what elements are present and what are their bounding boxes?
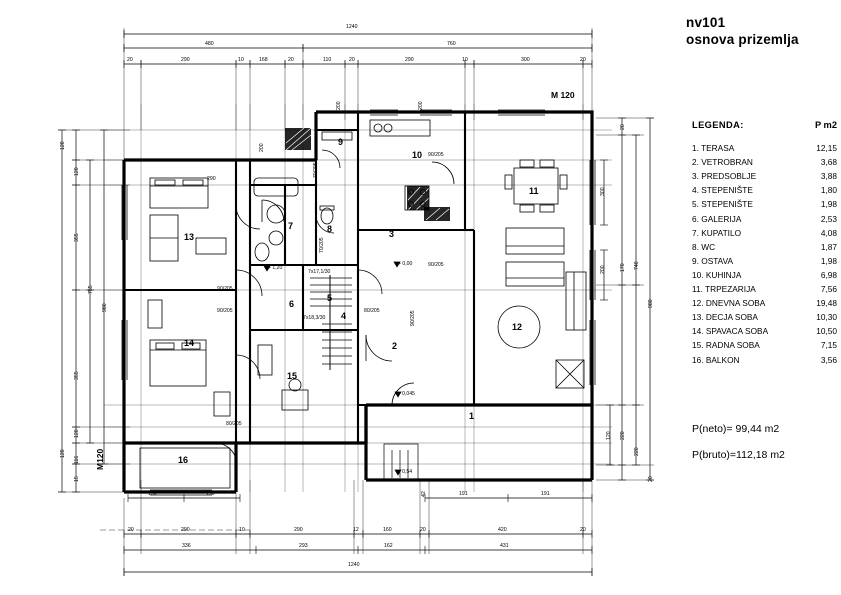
legend-panel (692, 118, 837, 367)
legend-item-name: KUHINJA (705, 269, 742, 280)
dim-bottom-small: 42 (421, 491, 427, 497)
dim-top-seg: 300 (521, 57, 530, 63)
dim-top-seg: 10 (462, 57, 468, 63)
area-neto: P(neto)= 99,44 m2 (692, 423, 780, 435)
dim-right-seg: 170 (620, 263, 626, 272)
dim-right-seg: 20 (648, 476, 654, 482)
legend-item (692, 353, 837, 367)
legend-item-area: 2,53 (820, 213, 837, 224)
dim-right-seg: 980 (648, 299, 654, 308)
dim-inner-seg: 200 (259, 143, 265, 152)
dim-inner-seg: 300 (600, 187, 606, 196)
legend-item-number: 6. (692, 213, 699, 224)
dim-inner-seg: 120 (606, 431, 612, 440)
dim-bottom-small: 191 (541, 491, 550, 497)
dim-bottom-small: 150 (148, 491, 157, 497)
dim-bottom-seg: 10 (239, 527, 245, 533)
dim-top-seg: 10 (238, 57, 244, 63)
door-size-label: 70/205 (319, 237, 325, 253)
legend-item-number: 14. (692, 326, 704, 337)
door-size-label: 90/205 (410, 310, 416, 326)
legend-item-area: 12,15 (816, 143, 837, 154)
legend-item-number: 2. (692, 157, 699, 168)
dim-top-seg: 20 (580, 57, 586, 63)
legend-item (692, 268, 837, 282)
dim-inner-seg: 200 (418, 101, 424, 110)
room-number-2: 2 (392, 341, 398, 351)
legend-area-heading: P m2 (814, 120, 837, 130)
dim-bottom-seg: 160 (383, 527, 392, 533)
scale-label-bottom: M120 (95, 448, 105, 470)
dim-bottom-seg: 290 (181, 527, 190, 533)
legend-item-area: 1,87 (820, 241, 837, 252)
legend-item-name: VETROBRAN (701, 157, 753, 168)
legend-item-area: 1,98 (820, 255, 837, 266)
legend-item-area: 7,15 (820, 340, 837, 351)
room-number-7: 7 (288, 221, 294, 231)
legend-item-number: 15. (692, 340, 704, 351)
dim-bottom-seg: 20 (420, 527, 426, 533)
room-number-10: 10 (412, 150, 423, 160)
dim-bottom2-seg: 336 (182, 543, 191, 549)
legend-item-area: 1,98 (820, 199, 837, 210)
room-number-13: 13 (184, 232, 195, 242)
legend-item-name: RADNA SOBA (705, 340, 760, 351)
dim-top-seg: 20 (127, 57, 133, 63)
legend-item-number: 9. (692, 255, 699, 266)
stair-spec-upper: 7x17,1/30 (308, 269, 331, 275)
door-size-label: 90/205 (428, 152, 444, 158)
room-number-8: 8 (327, 224, 333, 234)
legend-item-name: DECJA SOBA (705, 312, 758, 323)
legend-item-area: 1,80 (820, 185, 837, 196)
drawing-title-line2: osnova prizemlja (686, 32, 799, 47)
dim-top-480: 480 (205, 41, 214, 47)
dim-right-seg: 740 (634, 261, 640, 270)
dim-inner-seg: 200 (336, 101, 342, 110)
level-mark-000: + 0,00 (398, 261, 413, 267)
dim-left-seg: 355 (74, 233, 80, 242)
legend-item-area: 3,88 (820, 171, 837, 182)
legend-item (692, 296, 837, 310)
room-number-3: 3 (389, 229, 395, 239)
dim-left-seg: 120 (74, 167, 80, 176)
dim-bottom-seg: 12 (353, 527, 359, 533)
legend-item (692, 324, 837, 338)
legend-item-name: PREDSOBLJE (701, 171, 757, 182)
dim-left-seg: 15 (74, 476, 80, 482)
dim-top-seg: 290 (181, 57, 190, 63)
legend-item (692, 282, 837, 296)
dim-bottom-seg: 290 (294, 527, 303, 533)
legend-item (692, 226, 837, 240)
level-mark-0045: - 0,045 (399, 391, 415, 397)
legend-item (692, 155, 837, 169)
dim-left-seg: 120 (60, 141, 66, 150)
legend-item-name: TRPEZARIJA (705, 284, 756, 295)
legend-item (692, 212, 837, 226)
door-size-label: 90/205 (428, 262, 444, 268)
drawing-title-line1: nv101 (686, 15, 726, 30)
legend-item-number: 10. (692, 269, 704, 280)
dim-left-seg: 120 (60, 449, 66, 458)
legend-item-number: 8. (692, 241, 699, 252)
legend-item (692, 197, 837, 211)
room-number-16: 16 (178, 455, 189, 465)
legend-item-area: 19,48 (816, 298, 837, 309)
legend-item-name: STEPENIŠTE (701, 199, 753, 210)
dim-left-seg: 980 (102, 303, 108, 312)
drawing-title-block (686, 14, 836, 48)
legend-item (692, 338, 837, 352)
door-size-label: 90/205 (217, 308, 233, 314)
dim-bottom2-seg: 162 (384, 543, 393, 549)
legend-item-number: 16. (692, 354, 704, 365)
legend-item-name: WC (701, 241, 716, 252)
legend-item-name: SPAVACA SOBA (705, 326, 769, 337)
dim-left-seg: 116 (74, 455, 80, 464)
legend-item-area: 4,08 (820, 227, 837, 238)
room-number-5: 5 (327, 293, 333, 303)
dim-top-seg: 20 (349, 57, 355, 63)
legend-item-area: 3,68 (820, 157, 837, 168)
legend-item (692, 240, 837, 254)
dim-bottom-seg: 20 (580, 527, 586, 533)
room-number-6: 6 (289, 299, 295, 309)
dim-left-seg: 355 (74, 371, 80, 380)
legend-item-name: TERASA (701, 143, 735, 154)
dim-top-seg: 168 (259, 57, 268, 63)
legend-item-number: 3. (692, 171, 699, 182)
legend-item-area: 10,30 (816, 312, 837, 323)
stair-spec-lower: 7x18,3/30 (303, 315, 326, 321)
room-number-1: 1 (469, 411, 475, 421)
dim-right-seg: 220 (620, 431, 626, 440)
legend-item-area: 3,56 (820, 354, 837, 365)
dim-bottom-total: 1240 (348, 562, 360, 568)
dim-left-seg: 755 (88, 285, 94, 294)
legend-item-name: DNEVNA SOBA (705, 298, 766, 309)
level-mark-120: + 1,20 (268, 265, 283, 271)
door-size-label: 70/205 (313, 162, 319, 178)
dim-right-seg: 220 (634, 447, 640, 456)
dim-top-total: 1240 (346, 24, 358, 30)
dim-bottom-seg: 20 (128, 527, 134, 533)
area-totals (692, 416, 785, 468)
legend-item (692, 310, 837, 324)
dim-inner-seg: 290 (207, 176, 216, 182)
legend-item (692, 254, 837, 268)
scale-label-top: M 120 (551, 90, 575, 100)
dim-inner-seg: 200 (600, 265, 606, 274)
room-number-14: 14 (184, 338, 195, 348)
dim-bottom-small: 191 (459, 491, 468, 497)
dim-bottom2-seg: 431 (500, 543, 509, 549)
legend-header (692, 118, 837, 132)
room-number-4: 4 (341, 311, 347, 321)
legend-item (692, 169, 837, 183)
legend-item-area: 10,50 (816, 326, 837, 337)
legend-item-number: 5. (692, 199, 699, 210)
dim-top-seg: 290 (405, 57, 414, 63)
dim-top-seg: 20 (288, 57, 294, 63)
level-mark-054: - 0,54 (399, 469, 413, 475)
dim-left-seg: 120 (74, 429, 80, 438)
area-bruto: P(bruto)=112,18 m2 (692, 449, 785, 461)
room-number-11: 11 (529, 186, 539, 196)
legend-heading: LEGENDA: (692, 120, 744, 130)
dim-right-seg: 20 (620, 124, 626, 130)
legend-item-area: 6,98 (820, 269, 837, 280)
legend-item-name: BALKON (705, 354, 740, 365)
legend-item-area: 7,56 (820, 284, 837, 295)
dim-bottom-small: 150 (206, 491, 215, 497)
legend-item-name: GALERIJA (701, 213, 742, 224)
door-size-label: 80/205 (226, 421, 242, 427)
dim-bottom2-seg: 293 (299, 543, 308, 549)
legend-item-number: 12. (692, 298, 704, 309)
legend-item-number: 4. (692, 185, 699, 196)
legend-item (692, 141, 837, 155)
legend-item-number: 13. (692, 312, 704, 323)
legend-item-name: KUPATILO (701, 227, 742, 238)
legend-item-number: 7. (692, 227, 699, 238)
legend-item-number: 11. (692, 284, 703, 295)
legend-item (692, 183, 837, 197)
dim-bottom-seg: 420 (498, 527, 507, 533)
legend-item-name: STEPENIŠTE (701, 185, 753, 196)
room-number-15: 15 (287, 371, 298, 381)
room-number-12: 12 (512, 322, 523, 332)
room-number-9: 9 (338, 137, 344, 147)
dim-top-seg: 110 (323, 57, 332, 63)
door-size-label: 80/205 (364, 308, 380, 314)
door-size-label: 90/205 (217, 286, 233, 292)
dim-top-760: 760 (447, 41, 456, 47)
legend-item-name: OSTAVA (701, 255, 734, 266)
legend-item-number: 1. (692, 143, 699, 154)
